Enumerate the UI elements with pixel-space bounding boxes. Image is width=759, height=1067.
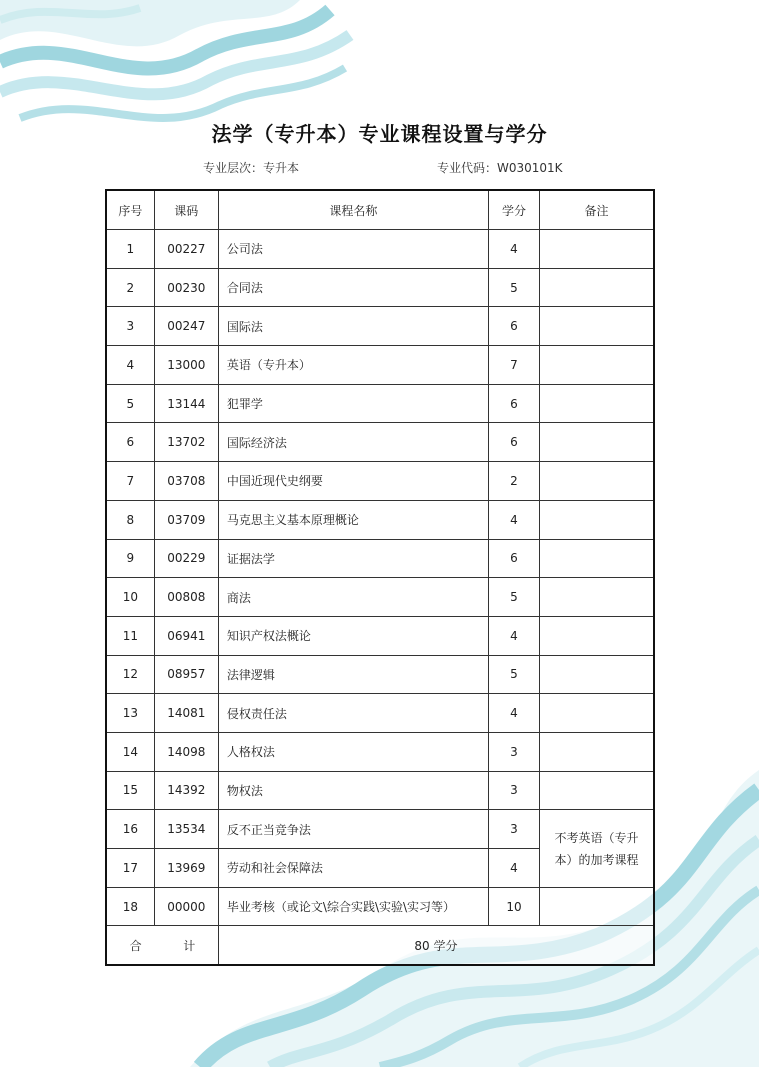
row-code: 00230 — [154, 268, 218, 307]
table-header-row — [106, 190, 654, 230]
row-name: 中国近现代史纲要 — [218, 462, 488, 501]
row-seq: 10 — [106, 578, 154, 617]
row-seq: 18 — [106, 887, 154, 926]
row-name: 知识产权法概论 — [218, 616, 488, 655]
row-name: 公司法 — [218, 230, 488, 269]
row-credits: 6 — [488, 539, 539, 578]
row-seq: 16 — [106, 810, 154, 849]
course-table — [105, 189, 655, 966]
row-name: 人格权法 — [218, 732, 488, 771]
row-seq: 4 — [106, 346, 154, 385]
row-name: 毕业考核（或论文\综合实践\实验\实习等） — [218, 887, 488, 926]
total-value: 80 学分 — [218, 926, 654, 965]
row-code: 03709 — [154, 500, 218, 539]
row-code: 13000 — [154, 346, 218, 385]
row-code: 00229 — [154, 539, 218, 578]
table-row — [106, 732, 654, 771]
total-row — [106, 926, 654, 965]
row-remarks — [540, 771, 654, 810]
row-credits: 2 — [488, 462, 539, 501]
page-title: 法学（专升本）专业课程设置与学分 — [211, 122, 548, 146]
table-row — [106, 462, 654, 501]
table-row — [106, 887, 654, 926]
row-remarks — [540, 694, 654, 733]
total-label-a: 合 — [129, 938, 142, 953]
row-remarks — [540, 616, 654, 655]
table-row — [106, 268, 654, 307]
row-name: 马克思主义基本原理概论 — [218, 500, 488, 539]
row-credits: 3 — [488, 732, 539, 771]
table-row — [106, 307, 654, 346]
row-credits: 4 — [488, 694, 539, 733]
row-seq: 13 — [106, 694, 154, 733]
row-remarks — [540, 423, 654, 462]
row-remarks — [540, 539, 654, 578]
table-row — [106, 230, 654, 269]
table-row — [106, 694, 654, 733]
row-name: 合同法 — [218, 268, 488, 307]
row-remarks — [540, 346, 654, 385]
row-code: 13144 — [154, 384, 218, 423]
table-row — [106, 655, 654, 694]
row-name: 法律逻辑 — [218, 655, 488, 694]
row-credits: 4 — [488, 616, 539, 655]
row-remarks — [540, 887, 654, 926]
row-name: 英语（专升本） — [218, 346, 488, 385]
row-seq: 8 — [106, 500, 154, 539]
table-row — [106, 500, 654, 539]
row-seq: 17 — [106, 849, 154, 888]
major-code: 专业代码：W030101K — [437, 161, 563, 175]
row-seq: 7 — [106, 462, 154, 501]
row-credits: 4 — [488, 849, 539, 888]
row-code: 06941 — [154, 616, 218, 655]
row-seq: 2 — [106, 268, 154, 307]
row-seq: 1 — [106, 230, 154, 269]
row-remarks — [540, 462, 654, 501]
row-credits: 5 — [488, 578, 539, 617]
header-name: 课程名称 — [218, 190, 488, 230]
table-row — [106, 346, 654, 385]
major-level: 专业层次：专升本 — [203, 161, 300, 175]
row-code: 08957 — [154, 655, 218, 694]
table-row — [106, 384, 654, 423]
row-name: 国际法 — [218, 307, 488, 346]
row-seq: 5 — [106, 384, 154, 423]
table-row — [106, 423, 654, 462]
row-seq: 3 — [106, 307, 154, 346]
row-seq: 15 — [106, 771, 154, 810]
row-name: 侵权责任法 — [218, 694, 488, 733]
row-credits: 3 — [488, 771, 539, 810]
row-credits: 5 — [488, 268, 539, 307]
row-seq: 9 — [106, 539, 154, 578]
row-credits: 3 — [488, 810, 539, 849]
row-credits: 5 — [488, 655, 539, 694]
header-remarks: 备注 — [540, 190, 654, 230]
total-label-b: 计 — [183, 938, 196, 953]
row-credits: 10 — [488, 887, 539, 926]
row-credits: 6 — [488, 307, 539, 346]
row-seq: 14 — [106, 732, 154, 771]
header-code: 课码 — [154, 190, 218, 230]
row-remarks — [540, 578, 654, 617]
row-remarks — [540, 268, 654, 307]
row-name: 犯罪学 — [218, 384, 488, 423]
row-code: 13969 — [154, 849, 218, 888]
row-code: 14098 — [154, 732, 218, 771]
row-remarks — [540, 384, 654, 423]
row-code: 14081 — [154, 694, 218, 733]
row-credits: 4 — [488, 230, 539, 269]
table-row — [106, 616, 654, 655]
row-name: 物权法 — [218, 771, 488, 810]
row-seq: 6 — [106, 423, 154, 462]
elective-note: 不考英语（专升本）的加考课程 — [540, 810, 654, 887]
header-credits: 学分 — [488, 190, 539, 230]
row-name: 反不正当竞争法 — [218, 810, 488, 849]
row-name: 证据法学 — [218, 539, 488, 578]
row-code: 13534 — [154, 810, 218, 849]
total-label — [106, 926, 218, 965]
row-credits: 4 — [488, 500, 539, 539]
row-remarks — [540, 500, 654, 539]
row-code: 00808 — [154, 578, 218, 617]
row-code: 03708 — [154, 462, 218, 501]
row-code: 14392 — [154, 771, 218, 810]
table-row — [106, 539, 654, 578]
table-row — [106, 810, 654, 849]
table-row — [106, 578, 654, 617]
row-name: 劳动和社会保障法 — [218, 849, 488, 888]
row-code: 13702 — [154, 423, 218, 462]
row-remarks — [540, 655, 654, 694]
row-code: 00227 — [154, 230, 218, 269]
row-remarks — [540, 732, 654, 771]
header-seq: 序号 — [106, 190, 154, 230]
row-seq: 12 — [106, 655, 154, 694]
row-seq: 11 — [106, 616, 154, 655]
row-remarks — [540, 307, 654, 346]
row-remarks — [540, 230, 654, 269]
row-name: 国际经济法 — [218, 423, 488, 462]
table-row — [106, 771, 654, 810]
row-code: 00247 — [154, 307, 218, 346]
row-credits: 6 — [488, 423, 539, 462]
row-name: 商法 — [218, 578, 488, 617]
row-credits: 7 — [488, 346, 539, 385]
row-code: 00000 — [154, 887, 218, 926]
row-credits: 6 — [488, 384, 539, 423]
